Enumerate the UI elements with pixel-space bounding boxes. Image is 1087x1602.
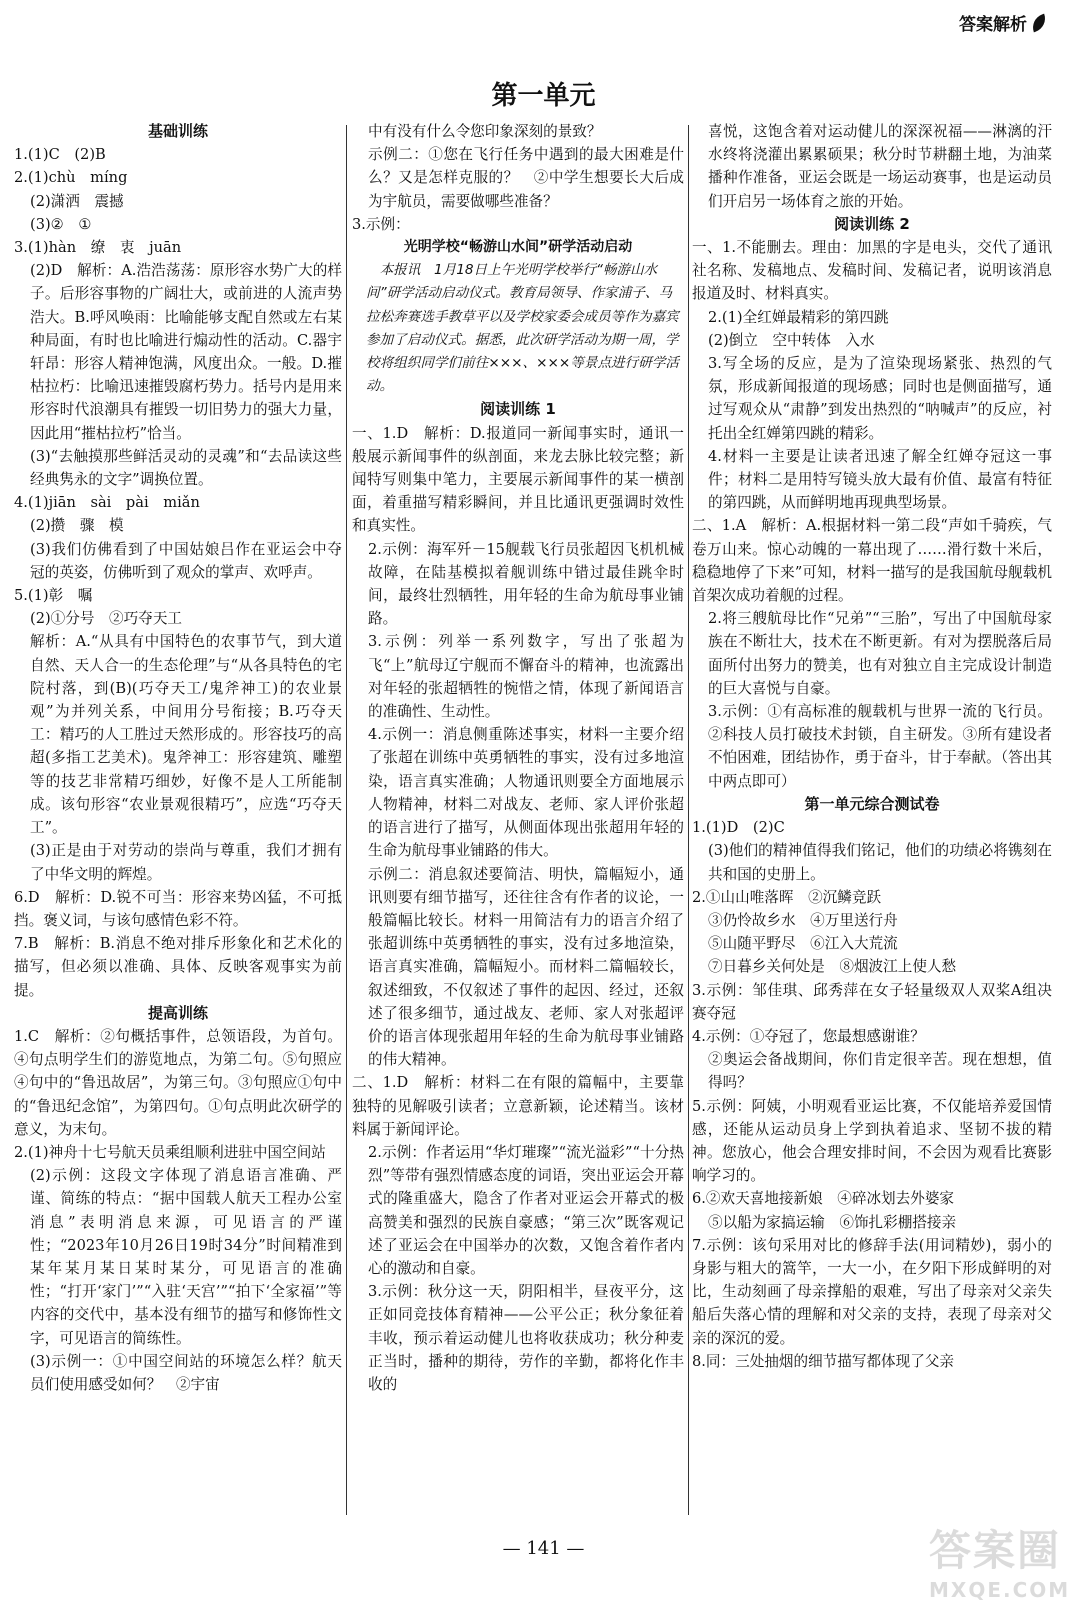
header-tag-text: 答案解析 xyxy=(959,15,1027,35)
watermark-url: MXQE.COM xyxy=(929,1578,1071,1602)
answer-column-1 xyxy=(14,120,342,1520)
answer-item: 3.示例：邹佳琪、邱秀萍在女子轻量级双人双桨A组决赛夺冠 xyxy=(692,981,1052,1022)
answer-column-2 xyxy=(352,120,684,1520)
answer-line: 示例二：消息叙述要简洁、明快，篇幅短小，通讯则要有细节描写，还往往含有作者的议论，一般篇幅比较长。材料一用简洁有力的语言介绍了张超训练中英勇牺牲的事实，没有过多地渲染，语言真实准确，篇幅短小。而材料二篇幅较长，叙述细致，不仅叙述了事件的起因、经过，还叙述了很多细节，通过战友、老师、家人对张超评价的语言体现张超用年轻的生命为航母事业铺路的伟大精神。 xyxy=(368,865,684,1069)
answer-line: (3)示例一：①中国空间站的环境怎么样？航天员们使用感受如何？ ②宇宙 xyxy=(30,1352,342,1393)
column-divider xyxy=(346,125,347,1515)
answer-item: 3.(1)hàn 缭 衷 juān xyxy=(14,239,182,257)
answer-line: (3)“去触摸那些鲜活灵动的灵魂”和“去品读这些经典隽永的文字”调换位置。 xyxy=(30,447,342,489)
section-heading: 第一单元综合测试卷 xyxy=(804,794,940,813)
answer-line: 2.示例：作者运用“华灯璀璨”“流光溢彩”“十分热烈”等带有强烈情感态度的词语，突出亚运会开幕式的隆重盛大，隐含了作者对亚运会开幕式的极高赞美和强烈的民族自豪感；“第三次”既客观记述了亚运会在中国举办的次数，又饱含着作者内心的激动和自豪。 xyxy=(368,1143,684,1277)
answer-line: (2)潇洒 震撼 xyxy=(30,192,124,210)
answer-item: 4.示例：①夺冠了，您最想感谢谁？ xyxy=(692,1027,925,1045)
answer-item: 4.(1)jiān sài pài miǎn xyxy=(14,494,200,512)
answer-line: 3.示例：秋分这一天，阴阳相半，昼夜平分，这正如同竞技体育精神——公平公正；秋分象征着丰收，预示着运动健儿也将收获成功；秋分种麦正当时，播种的期待，劳作的辛勤，都将化作丰收的 xyxy=(368,1283,684,1393)
answer-line: 4.示例一：消息侧重陈述事实，材料一主要介绍了张超在训练中英勇牺牲的事实，没有过多地渲染，语言真实准确；人物通讯则要全方面地展示人物精神，材料二对战友、老师、家人评价张超的语言进行了描写，从侧面体现出张超用年轻的生命为航母事业铺路的伟大。 xyxy=(368,726,684,860)
news-headline: 光明学校“畅游山水间”研学活动启动 xyxy=(403,239,633,256)
leaf-icon xyxy=(1029,13,1049,32)
news-body: 本报讯 1月18日上午光明学校举行“畅游山水间”研学活动启动仪式。教育局领导、作家浦子、马拉松奔赛选手教草平以及学校家委会成员等作为嘉宾参加了启动仪式。据悉，此次研学活动为期一周，学校将组织同学们前往×××、×××等景点进行研学活动。 xyxy=(366,262,680,395)
answer-item: 6.②欢天喜地接新娘 ④碎冰划去外婆家 xyxy=(692,1190,955,1208)
answer-item: 1.(1)D (2)C xyxy=(692,819,785,837)
answer-line: ③仍怜故乡水 ④万里送行舟 xyxy=(708,911,898,929)
answer-item: 7.示例：该句采用对比的修辞手法(用词精妙)，弱小的身影与粗大的篙竿，一大一小，在夕阳下形成鲜明的对比，生动刻画了母亲撑船的艰难，写出了母亲对父亲失船后失落心情的理解和对父亲的支持，表现了母亲对父亲的深沉的爱。 xyxy=(692,1236,1052,1347)
answer-item: 一、1.D 解析：D.报道同一新闻事实时，通讯一般展示新闻事件的纵剖面，来龙去脉比较完整；新闻特写则集中笔力，主要展示新闻事件的某一横剖面，着重描写精彩瞬间，并且比通讯更强调时效性和真实性。 xyxy=(352,424,684,535)
answer-item: 1.C 解析：②句概括事件，总领语段，为首句。④句点明学生们的游览地点，为第二句。⑤句照应④句中的“鲁迅故居”，为第三句。③句照应①句中的“鲁迅纪念馆”，为第四句。①句点明此次研学的意义，为末句。 xyxy=(14,1027,342,1138)
answer-line: 喜悦，这饱含着对运动健儿的深深祝福——淋漓的汗水终将浇灌出累累硕果；秋分时节耕翻土地，为油菜播种作准备，亚运会既是一场运动赛事，也是运动员们开启另一场体育之旅的开始。 xyxy=(708,123,1052,210)
answer-line: 2.(1)全红婵最精彩的第四跳 xyxy=(708,308,889,326)
answer-line: 3.写全场的反应，是为了渲染现场紧张、热烈的气氛，形成新闻报道的现场感；同时也是侧面描写，通过写观众从“肃静”到发出热烈的“呐喊声”的反应，衬托出全红婵第四跳的精彩。 xyxy=(708,355,1052,442)
answer-item: 1.(1)C (2)B xyxy=(14,146,106,164)
answer-item: 2.①山山唯落晖 ②沉鳞竞跃 xyxy=(692,888,882,906)
answer-line: 3.示例：列举一系列数字，写出了张超为飞“上”航母辽宁舰而不懈奋斗的精神，也流露出对年轻的张超牺牲的惋惜之情，体现了新闻语言的准确性、生动性。 xyxy=(368,633,684,721)
answer-line: 4.材料一主要是让读者迅速了解全红婵夺冠这一事件；材料二是用特写镜头放大最有价值、最富有特征的第四跳，从而鲜明地再现典型场景。 xyxy=(708,447,1052,512)
answer-line: (2)示例：这段文字体现了消息语言准确、严谨、简练的特点：“据中国载人航天工程办公室消息”表明消息来源，可见语言的严谨性；“2023年10月26日19时34分”时间精准到某年某月某日某时某分，可见语言的准确性；“打开‘家门’”“入驻‘天宫’”“拍下‘全家福’”等内容的交代中，基本没有细节的描写和修饰性文字，可见语言的简练性。 xyxy=(30,1167,342,1347)
answer-line: 2.将三艘航母比作“兄弟”“三胎”，写出了中国航母家族在不断壮大，技术在不断更新。有对为摆脱落后局面所付出努力的赞美，也有对独立自主完成设计制造的巨大喜悦与自豪。 xyxy=(708,610,1052,697)
answer-item: 2.(1)神舟十七号航天员乘组顺利进驻中国空间站 xyxy=(14,1143,326,1161)
page-title: 第一单元 xyxy=(491,81,596,111)
answer-line: 示例二：①您在飞行任务中遇到的最大困难是什么？又是怎样克服的？ ②中学生想要长大后成为宇航员，需要做哪些准备？ xyxy=(368,146,684,210)
header-tag xyxy=(959,10,1047,35)
answer-item: 8.同：三处抽烟的细节描写都体现了父亲 xyxy=(692,1352,955,1370)
watermark-logo-text: 答案圈 xyxy=(929,1526,1062,1575)
answer-item: 3.示例： xyxy=(352,215,410,233)
answer-item: 5.(1)彰 嘱 xyxy=(14,587,93,605)
answer-item: 二、1.D 解析：材料二在有限的篇幅中，主要靠独特的见解吸引读者；立意新颖，论述精当。该材料属于新闻评论。 xyxy=(352,1074,684,1138)
answer-item: 5.示例：阿姨，小明观看亚运比赛，不仅能培养爱国情感，还能从运动员身上学到执着追求、坚韧不拔的精神。您放心，他会合理安排时间，不会因为观看比赛影响学习的。 xyxy=(692,1097,1052,1185)
answer-line: ⑦日暮乡关何处是 ⑧烟波江上使人愁 xyxy=(708,958,957,976)
answer-line: (3)我们仿佛看到了中国姑娘吕作在亚运会中夺冠的英姿，仿佛听到了观众的掌声、欢呼声。 xyxy=(30,540,342,581)
answer-item: 二、1.A 解析：A.根据材料一第二段“声如千骑疾，气卷万山来。惊心动魄的一幕出现了……滑行数十米后，稳稳地停了下来”可知，材料一描写的是我国航母舰载机首架次成功着舰的过程。 xyxy=(692,517,1052,605)
answer-line: 3.示例：①有高标准的舰载机与世界一流的飞行员。②科技人员打破技术封锁，自主研发。③所有建设者不怕困难，团结协作，勇于奋斗，甘于奉献。（答出其中两点即可） xyxy=(708,703,1052,790)
section-heading: 阅读训练 2 xyxy=(834,214,910,233)
watermark xyxy=(929,1518,1079,1602)
answer-item: 2.(1)chù míng xyxy=(14,169,128,187)
answer-line: 2.示例：海军歼－15舰载飞行员张超因飞机机械故障，在陆基模拟着舰训练中错过最佳跳伞时间，最终壮烈牺牲，用年轻的生命为航母事业铺路。 xyxy=(368,540,684,628)
column-divider xyxy=(688,125,689,1515)
section-heading: 基础训练 xyxy=(147,122,208,140)
answer-line: (2)攒 骤 模 xyxy=(30,517,124,535)
answer-line: (3)② ① xyxy=(30,215,92,233)
answer-line: ⑤山随平野尽 ⑥江入大荒流 xyxy=(708,935,898,953)
answer-item: 6.D 解析：D.锐不可当：形容来势凶猛，不可抵挡。褒义词，与该句感情色彩不符。 xyxy=(14,888,342,929)
answer-line: 解析：A.“从具有中国特色的农事节气，到大道自然、天人合一的生态伦理”与“从各具特色的宅院村落，到(B)(巧夺天工/鬼斧神工)的农业景观”为并列关系，中间用分号衔接；B.巧夺天工：精巧的人工胜过天然形成的。形容技巧的高超(多指工艺美术)。鬼斧神工：形容建筑、雕塑等的技艺非常精巧细妙，好像不是人工所能制成。该句形容“农业景观很精巧”，应选“巧夺天工”。 xyxy=(30,633,342,837)
answer-line: (2)①分号 ②巧夺天工 xyxy=(30,610,183,628)
answer-item: 一、1.不能删去。理由：加黑的字是电头，交代了通讯社名称、发稿地点、发稿时间、发稿记者，说明该消息报道及时、材料真实。 xyxy=(692,239,1052,303)
answer-line: ②奥运会备战期间，你们肯定很辛苦。现在想想，值得吗？ xyxy=(708,1051,1052,1092)
answer-item: 7.B 解析：B.消息不绝对排斥形象化和艺术化的描写，但必须以准确、具体、反映客观事实为前提。 xyxy=(14,935,342,999)
section-heading: 提高训练 xyxy=(147,1003,208,1022)
answer-column-3 xyxy=(692,120,1052,1520)
answer-line: (2)D 解析：A.浩浩荡荡：原形容水势广大的样子。后形容事物的广阔壮大，或前进的人流声势浩大。B.呼风唤雨：比喻能够支配自然或左右某种局面，有时也比喻进行煽动性的活动。C.器宇轩昂：形容人精神饱满，风度出众。一般。D.摧枯拉朽：比喻迅速摧毁腐朽势力。括号内是用来形容时代浪潮具有摧毁一切旧势力的强大力量，因此用“摧枯拉朽”恰当。 xyxy=(30,262,342,442)
answer-line: (3)他们的精神值得我们铭记，他们的功绩必将镌刻在共和国的史册上。 xyxy=(708,842,1052,883)
answer-line: ⑤以船为家搞运输 ⑥饰扎彩棚搭接亲 xyxy=(708,1213,957,1231)
answer-line: (2)倒立 空中转体 入水 xyxy=(708,331,875,349)
answer-line: (3)正是由于对劳动的崇尚与尊重，我们才拥有了中华文明的辉煌。 xyxy=(30,842,342,883)
section-heading: 阅读训练 1 xyxy=(480,400,556,419)
page-number: — 141 — xyxy=(502,1538,585,1559)
answer-line: 中有没有什么令您印象深刻的景致？ xyxy=(368,123,602,140)
